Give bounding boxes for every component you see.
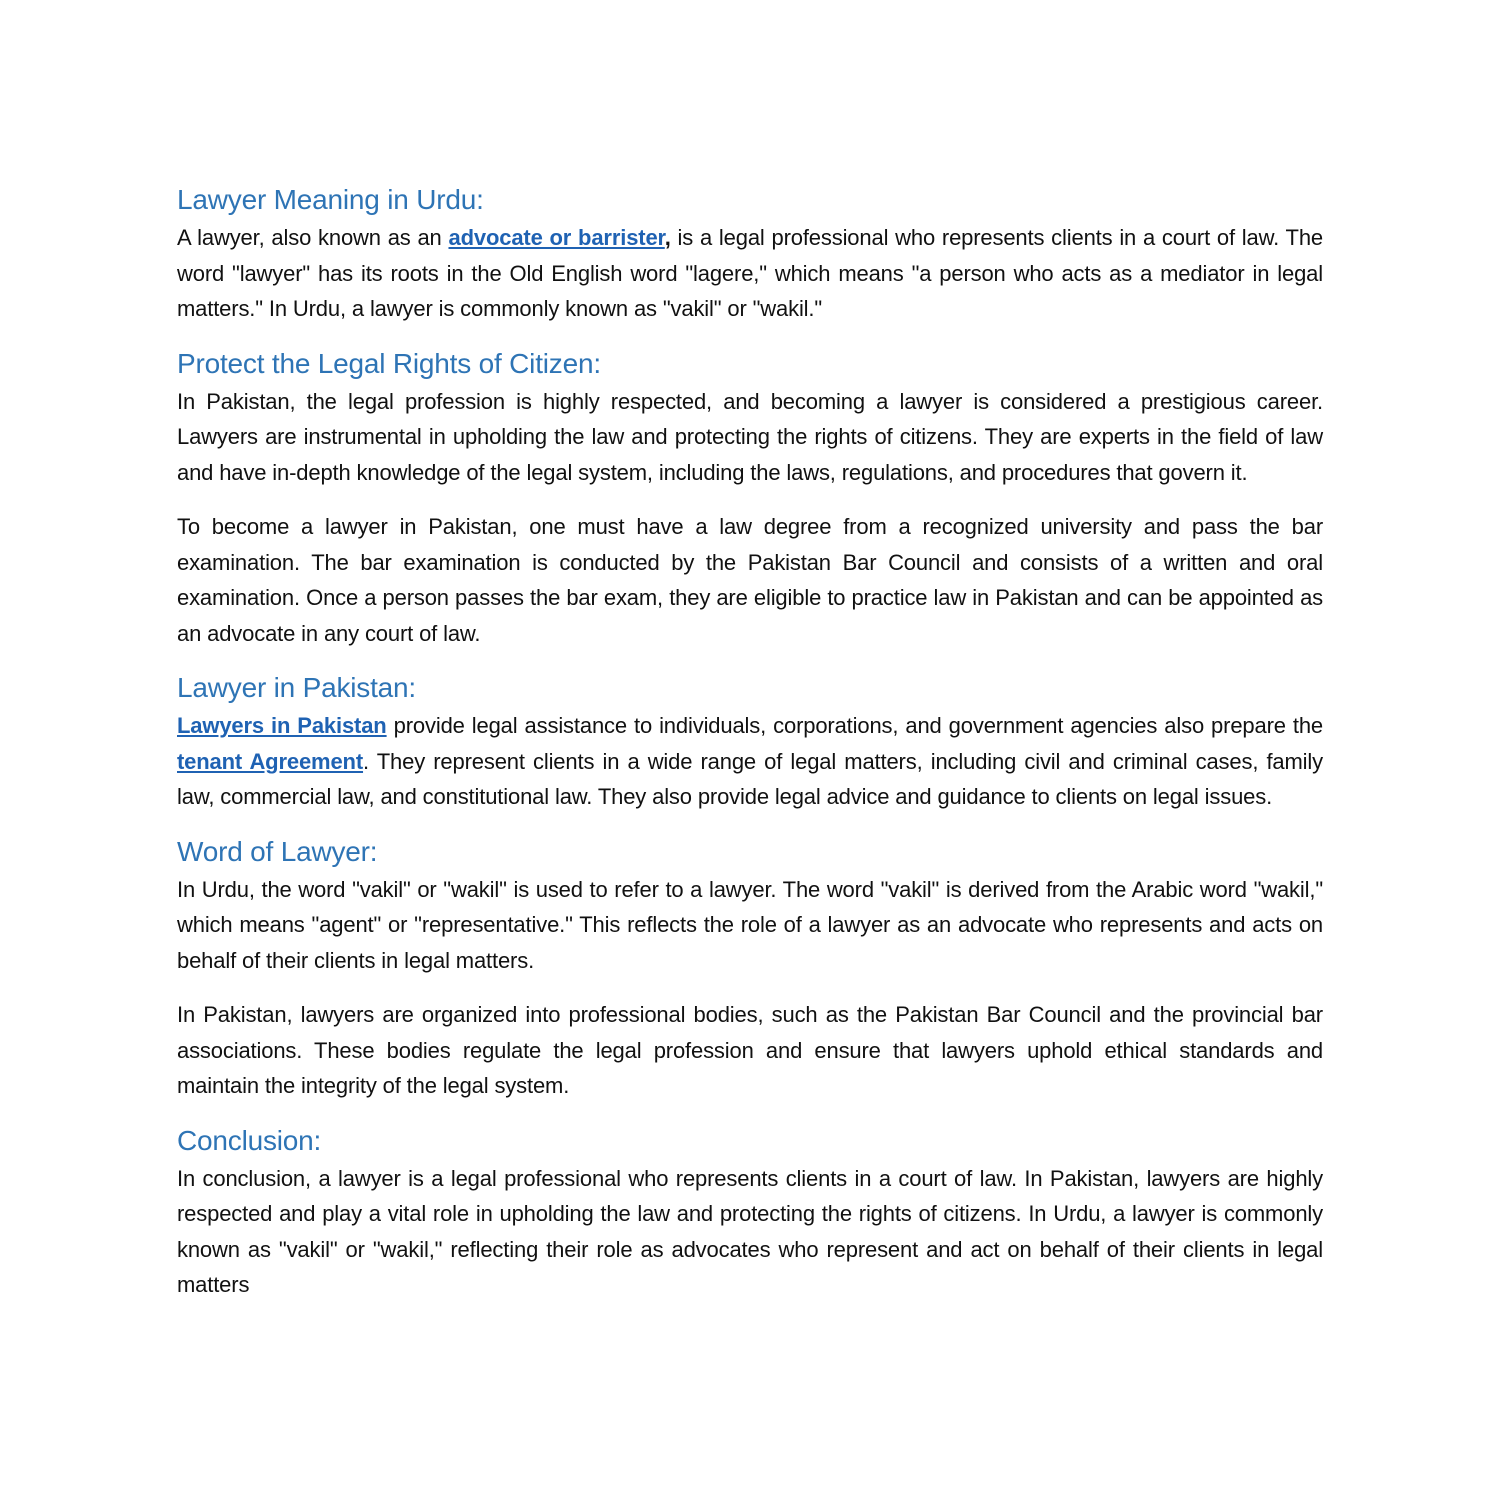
heading-conclusion: Conclusion: [177, 1124, 322, 1156]
text: A lawyer, also known as an [177, 225, 449, 250]
link-advocate-or-barrister[interactable]: advocate or barrister [448, 225, 665, 250]
text: . They represent clients in a wide range of legal matters, including civil and criminal cases, family law, commercial law, and constitutional law. They also provide legal advice and guidance to clients on legal issues. [177, 748, 1323, 809]
link-lawyers-in-pakistan[interactable]: Lawyers in Pakistan [177, 713, 387, 738]
heading-lawyer-in-pakistan: Lawyer in Pakistan: [177, 672, 416, 703]
text: provide legal assistance to individuals, corporations, and government agencies also prepare the [386, 713, 1323, 738]
heading-protect-legal-rights: Protect the Legal Rights of Citizen: [177, 347, 601, 379]
paragraph-lawyer-in-pakistan [177, 708, 1323, 815]
link-tenant-agreement[interactable]: tenant Agreement [177, 748, 364, 774]
paragraph-conclusion: In conclusion, a lawyer is a legal professional who represents clients in a court of law. In Pakistan, lawyers are highly respected and play a vital role in upholding the law and protecting the rights of citizens. In Urdu, a lawyer is commonly known as "vakil" or "wakil," reflecting their role as advocates who represent and act on behalf of their clients in legal matters [177, 1165, 1323, 1297]
text: is a legal professional who represents clients in a court of law. The word "lawyer" has its roots in the Old English word "lagere," which means "a person who acts as a mediator in legal matters." In Urdu, a lawyer is commonly known as "vakil" or "wakil." [177, 225, 1323, 321]
document-page [177, 180, 1323, 1303]
heading-lawyer-meaning: Lawyer Meaning in Urdu: [177, 184, 484, 215]
paragraph-protect-rights-2: To become a lawyer in Pakistan, one must have a law degree from a recognized university and pass the bar examination. The bar examination is conducted by the Pakistan Bar Council and consists of a written and oral examination. Once a person passes the bar exam, they are eligible to practice law in Pakistan and can be appointed as an advocate in any court of law. [177, 514, 1323, 646]
text: , [664, 225, 671, 250]
heading-word-of-lawyer: Word of Lawyer: [177, 835, 378, 867]
paragraph-word-of-lawyer-1: In Urdu, the word "vakil" or "wakil" is used to refer to a lawyer. The word "vakil" is derived from the Arabic word "wakil," which means "agent" or "representative." This reflects the role of a lawyer as an advocate who represents and acts on behalf of their clients in legal matters. [177, 876, 1323, 973]
paragraph-lawyer-meaning [177, 220, 1323, 327]
paragraph-word-of-lawyer-2: In Pakistan, lawyers are organized into professional bodies, such as the Pakistan Bar Council and the provincial bar associations. These bodies regulate the legal profession and ensure that lawyers uphold ethical standards and maintain the integrity of the legal system. [177, 1002, 1323, 1098]
paragraph-protect-rights-1: In Pakistan, the legal profession is highly respected, and becoming a lawyer is considered a prestigious career. Lawyers are instrumental in upholding the law and protecting the rights of citizens. They are experts in the field of law and have in-depth knowledge of the legal system, including the laws, regulations, and procedures that govern it. [177, 388, 1323, 485]
